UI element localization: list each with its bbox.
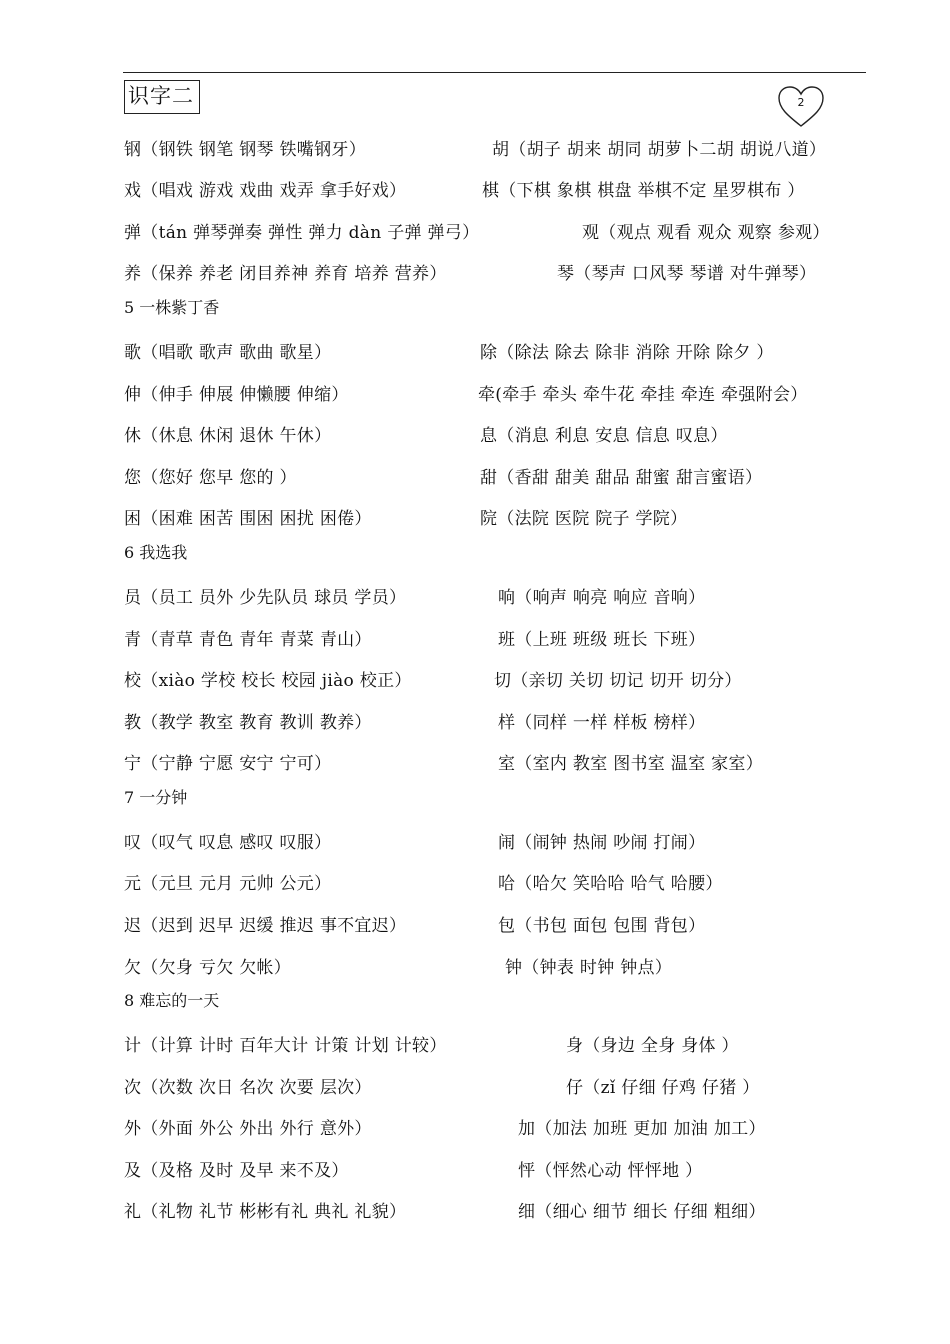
row-left: 戏（唱戏 游戏 戏曲 戏弄 拿手好戏） [124, 181, 407, 201]
row-left: 歌（唱歌 歌声 歌曲 歌星） [124, 343, 332, 363]
row-left: 困（困难 困苦 围困 困扰 困倦） [124, 509, 372, 529]
section-heading: 8 难忘的一天 [124, 991, 220, 1010]
row-left: 教（教学 教室 教育 教训 教养） [124, 713, 372, 733]
row-right: 切（亲切 关切 切记 切开 切分） [494, 671, 742, 691]
row-left: 次（次数 次日 名次 次要 层次） [124, 1078, 372, 1098]
row-right: 甜（香甜 甜美 甜品 甜蜜 甜言蜜语） [480, 468, 763, 488]
row-right: 哈（哈欠 笑哈哈 哈气 哈腰） [498, 874, 723, 894]
row-left: 校（xiào 学校 校长 校园 jiào 校正） [124, 671, 412, 691]
section-heading: 7 一分钟 [124, 788, 188, 807]
top-rule [123, 72, 866, 73]
row-right: 观（观点 观看 观众 观察 参观） [582, 223, 830, 243]
row-right: 怦（怦然心动 怦怦地 ） [518, 1161, 703, 1181]
lesson-title: 识字二 [124, 80, 200, 114]
row-right: 响（响声 响亮 响应 音响） [498, 588, 706, 608]
row-right: 除（除法 除去 除非 消除 开除 除夕 ） [480, 343, 774, 363]
row-right: 室（室内 教室 图书室 温室 家室） [498, 754, 764, 774]
row-right: 细（细心 细节 细长 仔细 粗细） [518, 1202, 766, 1222]
row-right: 加（加法 加班 更加 加油 加工） [518, 1119, 766, 1139]
row-right: 仔（zǐ 仔细 仔鸡 仔猪 ） [566, 1078, 760, 1098]
row-right: 息（消息 利息 安息 信息 叹息） [480, 426, 728, 446]
section-heading: 5 一株紫丁香 [124, 298, 220, 317]
row-left: 弹（tán 弹琴弹奏 弹性 弹力 dàn 子弹 弹弓） [124, 223, 480, 243]
row-left: 宁（宁静 宁愿 安宁 宁可） [124, 754, 332, 774]
row-left: 您（您好 您早 您的 ） [124, 468, 297, 488]
row-left: 养（保养 养老 闭目养神 养育 培养 营养） [124, 264, 447, 284]
row-right: 包（书包 面包 包围 背包） [498, 916, 706, 936]
row-right: 琴（琴声 口风琴 琴谱 对牛弹琴） [557, 264, 817, 284]
row-left: 叹（叹气 叹息 感叹 叹服） [124, 833, 332, 853]
row-right: 院（法院 医院 院子 学院） [480, 509, 688, 529]
row-left: 伸（伸手 伸展 伸懒腰 伸缩） [124, 385, 349, 405]
row-right: 闹（闹钟 热闹 吵闹 打闹） [498, 833, 706, 853]
row-right: 身（身边 全身 身体 ） [566, 1036, 739, 1056]
row-right: 班（上班 班级 班长 下班） [498, 630, 706, 650]
row-left: 元（元旦 元月 元帅 公元） [124, 874, 332, 894]
row-right: 样（同样 一样 样板 榜样） [498, 713, 706, 733]
row-left: 外（外面 外公 外出 外行 意外） [124, 1119, 372, 1139]
row-left: 员（员工 员外 少先队员 球员 学员） [124, 588, 407, 608]
page-number: 2 [797, 96, 805, 109]
row-left: 青（青草 青色 青年 青菜 青山） [124, 630, 372, 650]
section-heading: 6 我选我 [124, 543, 188, 562]
row-left: 休（休息 休闲 退休 午休） [124, 426, 332, 446]
row-left: 计（计算 计时 百年大计 计策 计划 计较） [124, 1036, 447, 1056]
row-right: 胡（胡子 胡来 胡同 胡萝卜二胡 胡说八道） [492, 140, 827, 160]
row-right: 钟（钟表 时钟 钟点） [505, 958, 673, 978]
row-left: 礼（礼物 礼节 彬彬有礼 典礼 礼貌） [124, 1202, 407, 1222]
row-left: 及（及格 及时 及早 来不及） [124, 1161, 349, 1181]
row-left: 钢（钢铁 钢笔 钢琴 铁嘴钢牙） [124, 140, 367, 160]
row-left: 欠（欠身 亏欠 欠帐） [124, 958, 292, 978]
row-left: 迟（迟到 迟早 迟缓 推迟 事不宜迟） [124, 916, 407, 936]
row-right: 牵(牵手 牵头 牵牛花 牵挂 牵连 牵强附会） [478, 385, 808, 405]
page-number-heart [777, 85, 825, 129]
row-right: 棋（下棋 象棋 棋盘 举棋不定 星罗棋布 ） [482, 181, 805, 201]
